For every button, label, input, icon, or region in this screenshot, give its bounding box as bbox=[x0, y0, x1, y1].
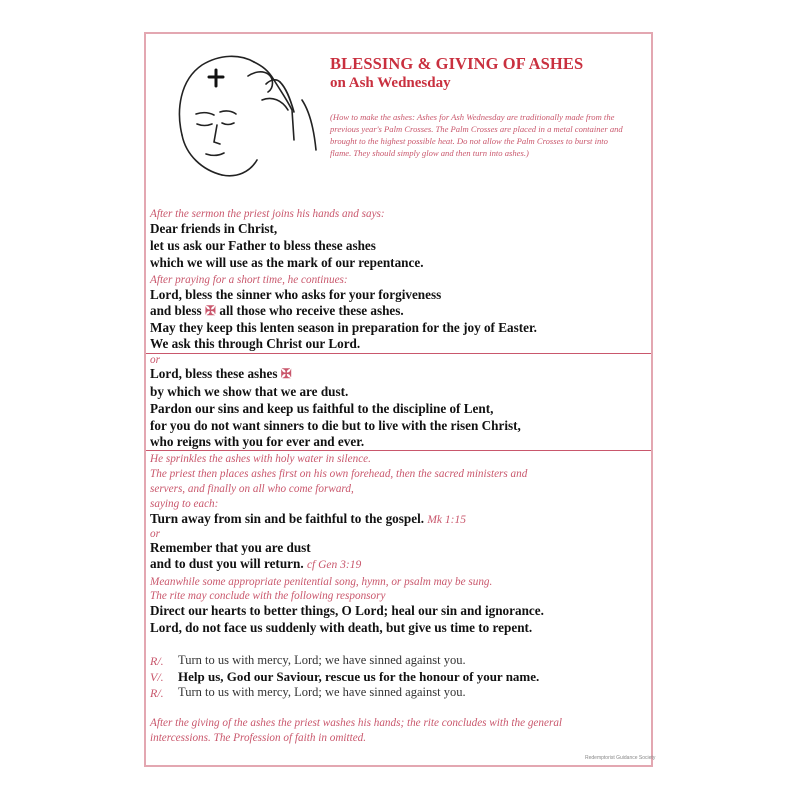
prayer2-line bbox=[150, 303, 404, 319]
prayer3-line: for you do not want sinners to die but to live with the risen Christ, bbox=[150, 418, 521, 433]
response-text: Turn to us with mercy, Lord; we have sinned against you. bbox=[178, 685, 466, 699]
rubric-sprinkling: The priest then places ashes first on his own forehead, then the sacred ministers and bbox=[150, 468, 528, 480]
prayer3-text: Lord, bless these ashes bbox=[150, 366, 278, 381]
response-mark: R/. bbox=[150, 654, 164, 668]
scripture-reference: Mk 1:15 bbox=[427, 514, 466, 526]
prayer2-text: and bless bbox=[150, 303, 202, 318]
rubric-after-praying: After praying for a short time, he continues: bbox=[150, 274, 348, 286]
closing-rubric bbox=[150, 716, 645, 746]
prayer2-line: May they keep this lenten season in preparation for the joy of Easter. bbox=[150, 320, 537, 335]
prayer2-line: Lord, bless the sinner who asks for your forgiveness bbox=[150, 287, 442, 302]
scripture-reference: cf Gen 3:19 bbox=[306, 559, 362, 571]
rubric-sprinkling: servers, and finally on all who come forward, bbox=[150, 483, 354, 495]
versicle-mark: V/. bbox=[150, 670, 164, 684]
prayer2-text: all those who receive these ashes. bbox=[219, 303, 404, 318]
formula2-line bbox=[150, 556, 361, 573]
rubric-after-sermon: After the sermon the priest joins his hands and says: bbox=[150, 208, 385, 220]
prayer2-line: We ask this through Christ our Lord. bbox=[150, 336, 361, 351]
formula2-text: and to dust you will return. bbox=[150, 556, 304, 571]
prayer3-line: Pardon our sins and keep us faithful to the discipline of Lent, bbox=[150, 401, 494, 416]
rubric-sprinkling: He sprinkles the ashes with holy water in silence. bbox=[150, 453, 371, 465]
formula1-text: Turn away from sin and be faithful to the gospel. bbox=[150, 511, 425, 526]
response-text: Turn to us with mercy, Lord; we have sinned against you. bbox=[178, 653, 466, 667]
document-subtitle: on Ash Wednesday bbox=[330, 75, 451, 91]
formula2-line: Remember that you are dust bbox=[150, 540, 311, 555]
prayer1-line: let us ask our Father to bless these ashes bbox=[150, 238, 376, 253]
prayer1-line: which we will use as the mark of our repentance. bbox=[150, 255, 424, 270]
prayer3-line: who reigns with you for ever and ever. bbox=[150, 434, 365, 449]
responsory-intro-line: Direct our hearts to better things, O Lord; heal our sin and ignorance. bbox=[150, 603, 544, 618]
closing-rubric-line: intercessions. The Profession of faith in omitted. bbox=[150, 732, 367, 744]
closing-rubric-line: After the giving of the ashes the priest washes his hands; the rite concludes with the general bbox=[150, 717, 563, 729]
document-title: BLESSING & GIVING OF ASHES bbox=[330, 54, 584, 73]
or-rubric: or bbox=[150, 354, 160, 366]
response-mark: R/. bbox=[150, 686, 164, 700]
versicle-text: Help us, God our Saviour, rescue us for the honour of your name. bbox=[178, 669, 540, 684]
or-rubric: or bbox=[150, 528, 160, 540]
prayer1-line: Dear friends in Christ, bbox=[150, 221, 278, 236]
prayer3-line: by which we show that we are dust. bbox=[150, 384, 349, 399]
cross-icon: ✠ bbox=[280, 366, 292, 381]
rubric-sprinkling: saying to each: bbox=[150, 498, 219, 510]
ash-blessing-illustration bbox=[162, 40, 322, 190]
cross-icon: ✠ bbox=[204, 303, 217, 318]
prayer3-line bbox=[150, 366, 292, 382]
rubric-meanwhile: Meanwhile some appropriate penitential song, hymn, or psalm may be sung. bbox=[150, 576, 493, 588]
publisher-credit: Redemptorist Guidance Society bbox=[585, 755, 656, 761]
section-divider bbox=[146, 450, 651, 451]
rubric-meanwhile: The rite may conclude with the following responsory bbox=[150, 590, 386, 602]
responsory-intro-line: Lord, do not face us suddenly with death, but give us time to repent. bbox=[150, 620, 533, 635]
ash-preparation-note: (How to make the ashes: Ashes for Ash Wednesday are traditionally made from the previous year's Palm Crosses. The Palm Crosses are placed in a metal container and brought to the highest possible heat. Do not allow the Palm Crosses to burst into flame. They should simply glow and then turn into ashes.) bbox=[330, 112, 623, 158]
section-divider bbox=[146, 353, 651, 354]
formula1-line bbox=[150, 511, 466, 528]
